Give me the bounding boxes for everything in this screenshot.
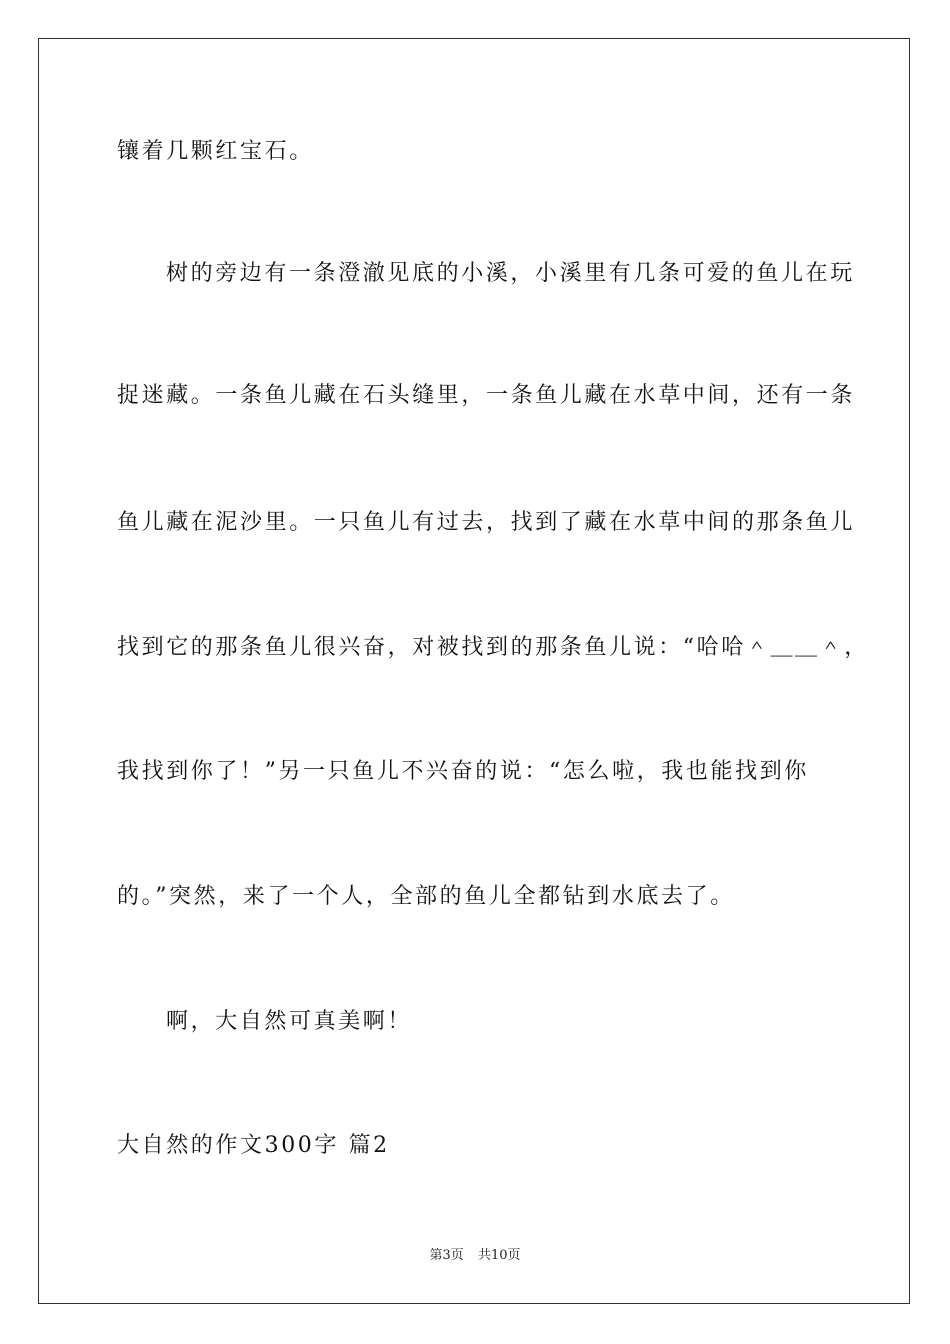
page-number: 第3页 bbox=[429, 1248, 464, 1263]
paragraph-line: 鱼儿藏在泥沙里。一只鱼儿有过去，找到了藏在水草中间的那条鱼儿 bbox=[117, 510, 856, 535]
paragraph-line: 捉迷藏。一条鱼儿藏在石头缝里，一条鱼儿藏在水草中间，还有一条 bbox=[117, 383, 856, 408]
page-border bbox=[38, 38, 910, 1304]
paragraph-line: 树的旁边有一条澄澈见底的小溪，小溪里有几条可爱的鱼儿在玩 bbox=[166, 261, 855, 286]
paragraph-line: 啊，大自然可真美啊！ bbox=[166, 1009, 413, 1034]
paragraph-line: 镶着几颗红宝石。 bbox=[117, 139, 314, 164]
page-footer bbox=[0, 1247, 950, 1265]
paragraph-line: 找到它的那条鱼儿很兴奋，对被找到的那条鱼儿说：“哈哈＾＿＿＾， bbox=[117, 635, 869, 660]
paragraph-line: 的。”突然，来了一个人，全部的鱼儿全都钻到水底去了。 bbox=[117, 884, 735, 909]
section-heading: 大自然的作文300字 篇2 bbox=[117, 1133, 390, 1158]
paragraph-line: 我找到你了！”另一只鱼儿不兴奋的说：“怎么啦，我也能找到你 bbox=[117, 759, 809, 784]
total-pages: 共10页 bbox=[477, 1248, 521, 1263]
